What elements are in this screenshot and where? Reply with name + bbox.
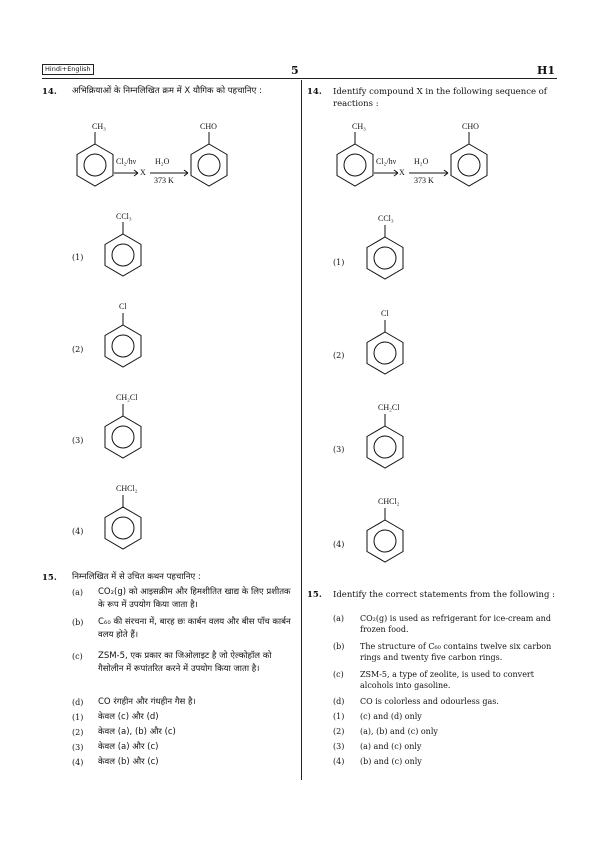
hi-q14-number: 14. bbox=[42, 87, 57, 97]
en-q15-option-3[interactable]: (a) and (c) only bbox=[360, 742, 422, 751]
en-q14-benzaldehyde-structure bbox=[446, 132, 506, 192]
hi-q15-option-3-number[interactable]: (3) bbox=[72, 743, 84, 752]
en-q14-intermediate: X bbox=[399, 168, 405, 177]
en-q15-option-2[interactable]: (a), (b) and (c) only bbox=[360, 727, 438, 736]
en-q15-option-4-number[interactable]: (4) bbox=[333, 757, 345, 766]
hi-q14-temp: 373 K bbox=[154, 176, 174, 185]
hi-q14-option-2-structure[interactable] bbox=[100, 313, 160, 373]
language-badge: Hindi+English bbox=[42, 64, 94, 75]
en-q14-question: Identify compound X in the following sequence of reactions : bbox=[333, 87, 547, 109]
hi-q15-statement-d: CO रंगहीन और गंधहीन गैस है। bbox=[98, 697, 196, 707]
hi-q15-statement-b: C₆₀ की संरचना में, बारह छः कार्बन वलय और बीस पाँच कार्बन वलय होते हैं। bbox=[98, 617, 291, 640]
en-q14-option-4-number[interactable]: (4) bbox=[333, 540, 345, 549]
hi-q15-option-1[interactable]: केवल (c) और (d) bbox=[98, 712, 159, 722]
en-q14-option-1-structure[interactable] bbox=[362, 225, 422, 285]
en-q14-option-2-number[interactable]: (2) bbox=[333, 351, 345, 360]
hi-q14-option-4-group: CHCl₂ bbox=[116, 484, 138, 493]
en-q14-reagent2: H₂O bbox=[414, 157, 429, 166]
en-q15-number: 15. bbox=[307, 590, 322, 600]
hi-q14-option-2-group: Cl bbox=[119, 302, 127, 311]
hi-q15-statement-c: ZSM-5, एक प्रकार का जिओलाइट है जो ऐल्कोहॉल को गैसोलीन में रूपांतरित करने में उपयोग किया जाता है। bbox=[98, 651, 272, 674]
hi-q15-option-4-number[interactable]: (4) bbox=[72, 758, 84, 767]
en-q15-statement-b: The structure of C₆₀ contains twelve six carbon rings and twenty five carbon rings. bbox=[360, 642, 552, 662]
en-q14-option-2-structure[interactable] bbox=[362, 320, 422, 380]
hi-q14-option-3-group: CH₂Cl bbox=[116, 393, 138, 402]
hi-q15-option-4[interactable]: केवल (b) और (c) bbox=[98, 757, 159, 767]
hi-q15-option-2-number[interactable]: (2) bbox=[72, 728, 84, 737]
en-q14-option-1-number[interactable]: (1) bbox=[333, 258, 345, 267]
en-q15-question: Identify the correct statements from the following : bbox=[333, 590, 555, 600]
hi-q14-option-4-number[interactable]: (4) bbox=[72, 527, 84, 536]
hi-q15-option-2[interactable]: केवल (a), (b) और (c) bbox=[98, 727, 176, 737]
en-q15-statement-d: CO is colorless and odourless gas. bbox=[360, 697, 499, 706]
hi-q14-reagent1: Cl₂/hν bbox=[116, 157, 137, 166]
en-q14-reagent1: Cl₂/hν bbox=[376, 157, 397, 166]
en-q14-option-1-group: CCl₃ bbox=[378, 214, 394, 223]
en-q15-statement-a: CO₂(g) is used as refrigerant for ice-cream and frozen food. bbox=[360, 614, 551, 634]
hi-q14-start-group: CH₃ bbox=[92, 122, 106, 131]
hi-q14-option-4-structure[interactable] bbox=[100, 495, 160, 555]
hi-q15-option-1-number[interactable]: (1) bbox=[72, 713, 84, 722]
hi-q14-option-2-number[interactable]: (2) bbox=[72, 345, 84, 354]
hi-q15-question: निम्नलिखित में से उचित कथन पहचानिए : bbox=[72, 572, 201, 582]
hi-q15-statement-c-label: (c) bbox=[72, 652, 83, 661]
en-q15-statement-a-label: (a) bbox=[333, 614, 345, 623]
hi-q14-option-1-group: CCl₃ bbox=[116, 212, 132, 221]
page-number: 5 bbox=[291, 64, 299, 77]
en-q14-temp: 373 K bbox=[414, 176, 434, 185]
en-q14-option-3-number[interactable]: (3) bbox=[333, 445, 345, 454]
en-q14-option-3-group: CH₂Cl bbox=[378, 403, 400, 412]
en-q14-end-group: CHO bbox=[462, 122, 479, 131]
en-q15-option-3-number[interactable]: (3) bbox=[333, 742, 345, 751]
hi-q14-reagent2: H₂O bbox=[155, 157, 170, 166]
en-q15-statement-c-label: (c) bbox=[333, 670, 344, 679]
hi-q14-option-3-number[interactable]: (3) bbox=[72, 436, 84, 445]
hi-q14-option-1-structure[interactable] bbox=[100, 222, 160, 282]
en-q15-option-1[interactable]: (c) and (d) only bbox=[360, 712, 422, 721]
en-q14-number: 14. bbox=[307, 87, 322, 97]
hi-q14-option-3-structure[interactable] bbox=[100, 404, 160, 464]
en-q14-option-4-group: CHCl₂ bbox=[378, 497, 400, 506]
en-q14-option-2-group: Cl bbox=[381, 309, 389, 318]
hi-q14-benzaldehyde-structure bbox=[186, 132, 246, 192]
hi-q15-statement-a: CO₂(g) को आइसक्रीम और हिमशीतित खाद्य के लिए प्रशीतक के रूप में उपयोग किया जाता है। bbox=[98, 587, 291, 610]
header-rule bbox=[42, 78, 557, 79]
paper-code: H1 bbox=[537, 64, 556, 77]
hi-q15-statement-b-label: (b) bbox=[72, 618, 84, 627]
hi-q15-statement-d-label: (d) bbox=[72, 698, 84, 707]
en-q15-statement-d-label: (d) bbox=[333, 697, 345, 706]
en-q14-option-3-structure[interactable] bbox=[362, 414, 422, 474]
hi-q14-intermediate: X bbox=[140, 168, 146, 177]
en-q15-statement-c: ZSM-5, a type of zeolite, is used to convert alcohols into gasoline. bbox=[360, 670, 534, 690]
hi-q15-statement-a-label: (a) bbox=[72, 588, 84, 597]
en-q15-option-4[interactable]: (b) and (c) only bbox=[360, 757, 422, 766]
en-q14-option-4-structure[interactable] bbox=[362, 508, 422, 568]
hi-q15-option-3[interactable]: केवल (a) और (c) bbox=[98, 742, 159, 752]
en-q15-statement-b-label: (b) bbox=[333, 642, 345, 651]
hi-q14-option-1-number[interactable]: (1) bbox=[72, 253, 84, 262]
hi-q14-end-group: CHO bbox=[200, 122, 217, 131]
en-q15-option-2-number[interactable]: (2) bbox=[333, 727, 345, 736]
en-q14-start-group: CH₃ bbox=[352, 122, 366, 131]
en-q15-option-1-number[interactable]: (1) bbox=[333, 712, 345, 721]
column-divider bbox=[301, 80, 302, 780]
hi-q14-question: अभिक्रियाओं के निम्नलिखित क्रम में X यौगिक को पहचानिए : bbox=[72, 86, 262, 96]
hi-q15-number: 15. bbox=[42, 573, 57, 583]
